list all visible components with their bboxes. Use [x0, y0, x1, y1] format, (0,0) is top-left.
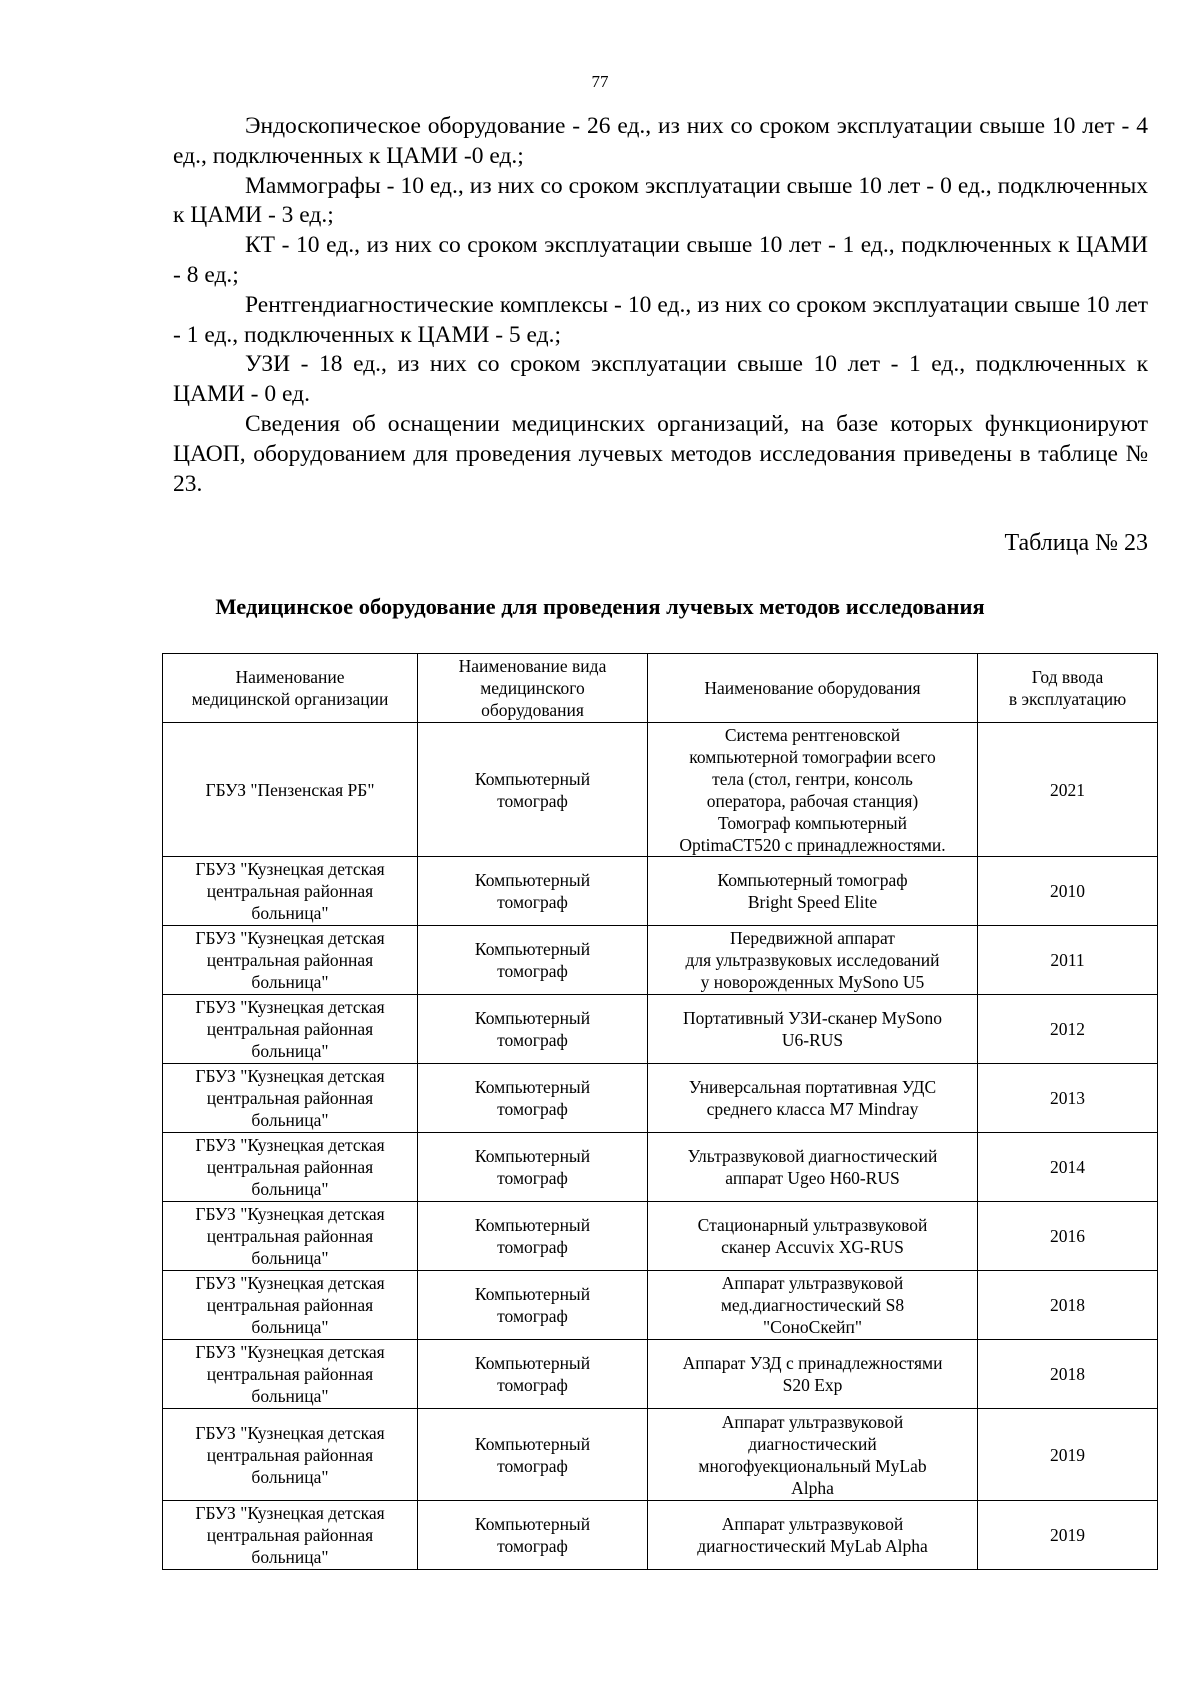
header-organization: Наименование медицинской организации	[163, 654, 418, 723]
cell-organization: ГБУЗ "Кузнецкая детская центральная районная больница"	[163, 857, 418, 926]
cell-equipment-name: Передвижной аппарат для ультразвуковых исследований у новорожденных MySono U5	[648, 926, 978, 995]
cell-equipment-type: Компьютерный томограф	[418, 995, 648, 1064]
header-year: Год ввода в эксплуатацию	[978, 654, 1158, 723]
header-equipment-name: Наименование оборудования	[648, 654, 978, 723]
table-row	[163, 1202, 1158, 1271]
paragraph: Рентгендиагностические комплексы - 10 ед., из них со сроком эксплуатации свыше 10 лет - 1 ед., подключенных к ЦАМИ - 5 ед.;	[173, 291, 1148, 348]
cell-year: 2018	[978, 1340, 1158, 1409]
cell-year: 2013	[978, 1064, 1158, 1133]
cell-equipment-type: Компьютерный томограф	[418, 1133, 648, 1202]
cell-organization: ГБУЗ "Кузнецкая детская центральная районная больница"	[163, 1133, 418, 1202]
cell-equipment-type: Компьютерный томограф	[418, 1340, 648, 1409]
cell-equipment-type: Компьютерный томограф	[418, 1409, 648, 1501]
table-row	[163, 857, 1158, 926]
table-row	[163, 1271, 1158, 1340]
paragraph: КТ - 10 ед., из них со сроком эксплуатации свыше 10 лет - 1 ед., подключенных к ЦАМИ - 8 ед.;	[173, 232, 1148, 288]
header-equipment-type: Наименование вида медицинского оборудования	[418, 654, 648, 723]
table-row	[163, 926, 1158, 995]
cell-organization: ГБУЗ "Пензенская РБ"	[163, 723, 418, 857]
cell-year: 2016	[978, 1202, 1158, 1271]
cell-organization: ГБУЗ "Кузнецкая детская центральная районная больница"	[163, 926, 418, 995]
paragraph: Маммографы - 10 ед., из них со сроком эксплуатации свыше 10 лет - 0 ед., подключенных к ЦАМИ - 3 ед.;	[173, 172, 1148, 229]
cell-equipment-type: Компьютерный томограф	[418, 723, 648, 857]
cell-equipment-type: Компьютерный томограф	[418, 857, 648, 926]
cell-organization: ГБУЗ "Кузнецкая детская центральная районная больница"	[163, 1271, 418, 1340]
table-row	[163, 1133, 1158, 1202]
cell-equipment-type: Компьютерный томограф	[418, 1202, 648, 1271]
cell-equipment-name: Аппарат ультразвуковой диагностический MyLab Alpha	[648, 1501, 978, 1570]
paragraph: Эндоскопическое оборудование - 26 ед., из них со сроком эксплуатации свыше 10 лет - 4 ед., подключенных к ЦАМИ -0 ед.;	[173, 113, 1148, 169]
cell-organization: ГБУЗ "Кузнецкая детская центральная районная больница"	[163, 1409, 418, 1501]
paragraph: УЗИ - 18 ед., из них со сроком эксплуатации свыше 10 лет - 1 ед., подключенных к ЦАМИ - 0 ед.	[173, 351, 1148, 408]
cell-year: 2021	[978, 723, 1158, 857]
cell-equipment-type: Компьютерный томограф	[418, 1271, 648, 1340]
table-row	[163, 723, 1158, 857]
cell-equipment-name: Аппарат ультразвуковой диагностический многофуекциональный MyLab Alpha	[648, 1409, 978, 1501]
cell-organization: ГБУЗ "Кузнецкая детская центральная районная больница"	[163, 1202, 418, 1271]
cell-year: 2019	[978, 1409, 1158, 1501]
cell-equipment-type: Компьютерный томограф	[418, 1064, 648, 1133]
cell-year: 2011	[978, 926, 1158, 995]
cell-year: 2014	[978, 1133, 1158, 1202]
paragraph: Сведения об оснащении медицинских организаций, на базе которых функционируют ЦАОП, оборудованием для проведения лучевых методов исследования приведены в таблице № 23.	[173, 410, 1148, 497]
cell-equipment-type: Компьютерный томограф	[418, 1501, 648, 1570]
cell-year: 2012	[978, 995, 1158, 1064]
body-text	[173, 112, 1148, 499]
table-caption: Медицинское оборудование для проведения лучевых методов исследования	[215, 594, 985, 619]
equipment-table	[162, 653, 1158, 1570]
table-row	[163, 1064, 1158, 1133]
cell-year: 2010	[978, 857, 1158, 926]
table-header-row	[163, 654, 1158, 723]
table-row	[163, 1340, 1158, 1409]
cell-equipment-name: Аппарат УЗД с принадлежностями S20 Exp	[648, 1340, 978, 1409]
cell-equipment-name: Универсальная портативная УДС среднего класса M7 Mindray	[648, 1064, 978, 1133]
table-row	[163, 1501, 1158, 1570]
cell-organization: ГБУЗ "Кузнецкая детская центральная районная больница"	[163, 1064, 418, 1133]
cell-year: 2018	[978, 1271, 1158, 1340]
cell-equipment-name: Стационарный ультразвуковой сканер Accuvix XG-RUS	[648, 1202, 978, 1271]
cell-equipment-name: Аппарат ультразвуковой мед.диагностический S8 "СоноСкейп"	[648, 1271, 978, 1340]
cell-equipment-type: Компьютерный томограф	[418, 926, 648, 995]
cell-equipment-name: Портативный УЗИ-сканер MySono U6-RUS	[648, 995, 978, 1064]
cell-organization: ГБУЗ "Кузнецкая детская центральная районная больница"	[163, 1501, 418, 1570]
cell-organization: ГБУЗ "Кузнецкая детская центральная районная больница"	[163, 995, 418, 1064]
page-number: 77	[591, 72, 609, 91]
table-label: Таблица № 23	[1004, 530, 1148, 556]
cell-equipment-name: Система рентгеновской компьютерной томографии всего тела (стол, гентри, консоль оператора, рабочая станция) Томограф компьютерный OptimaCT520 с принадлежностями.	[648, 723, 978, 857]
cell-equipment-name: Ультразвуковой диагностический аппарат Ugeo H60-RUS	[648, 1133, 978, 1202]
table-row	[163, 1409, 1158, 1501]
table-row	[163, 995, 1158, 1064]
cell-organization: ГБУЗ "Кузнецкая детская центральная районная больница"	[163, 1340, 418, 1409]
cell-year: 2019	[978, 1501, 1158, 1570]
cell-equipment-name: Компьютерный томограф Bright Speed Elite	[648, 857, 978, 926]
